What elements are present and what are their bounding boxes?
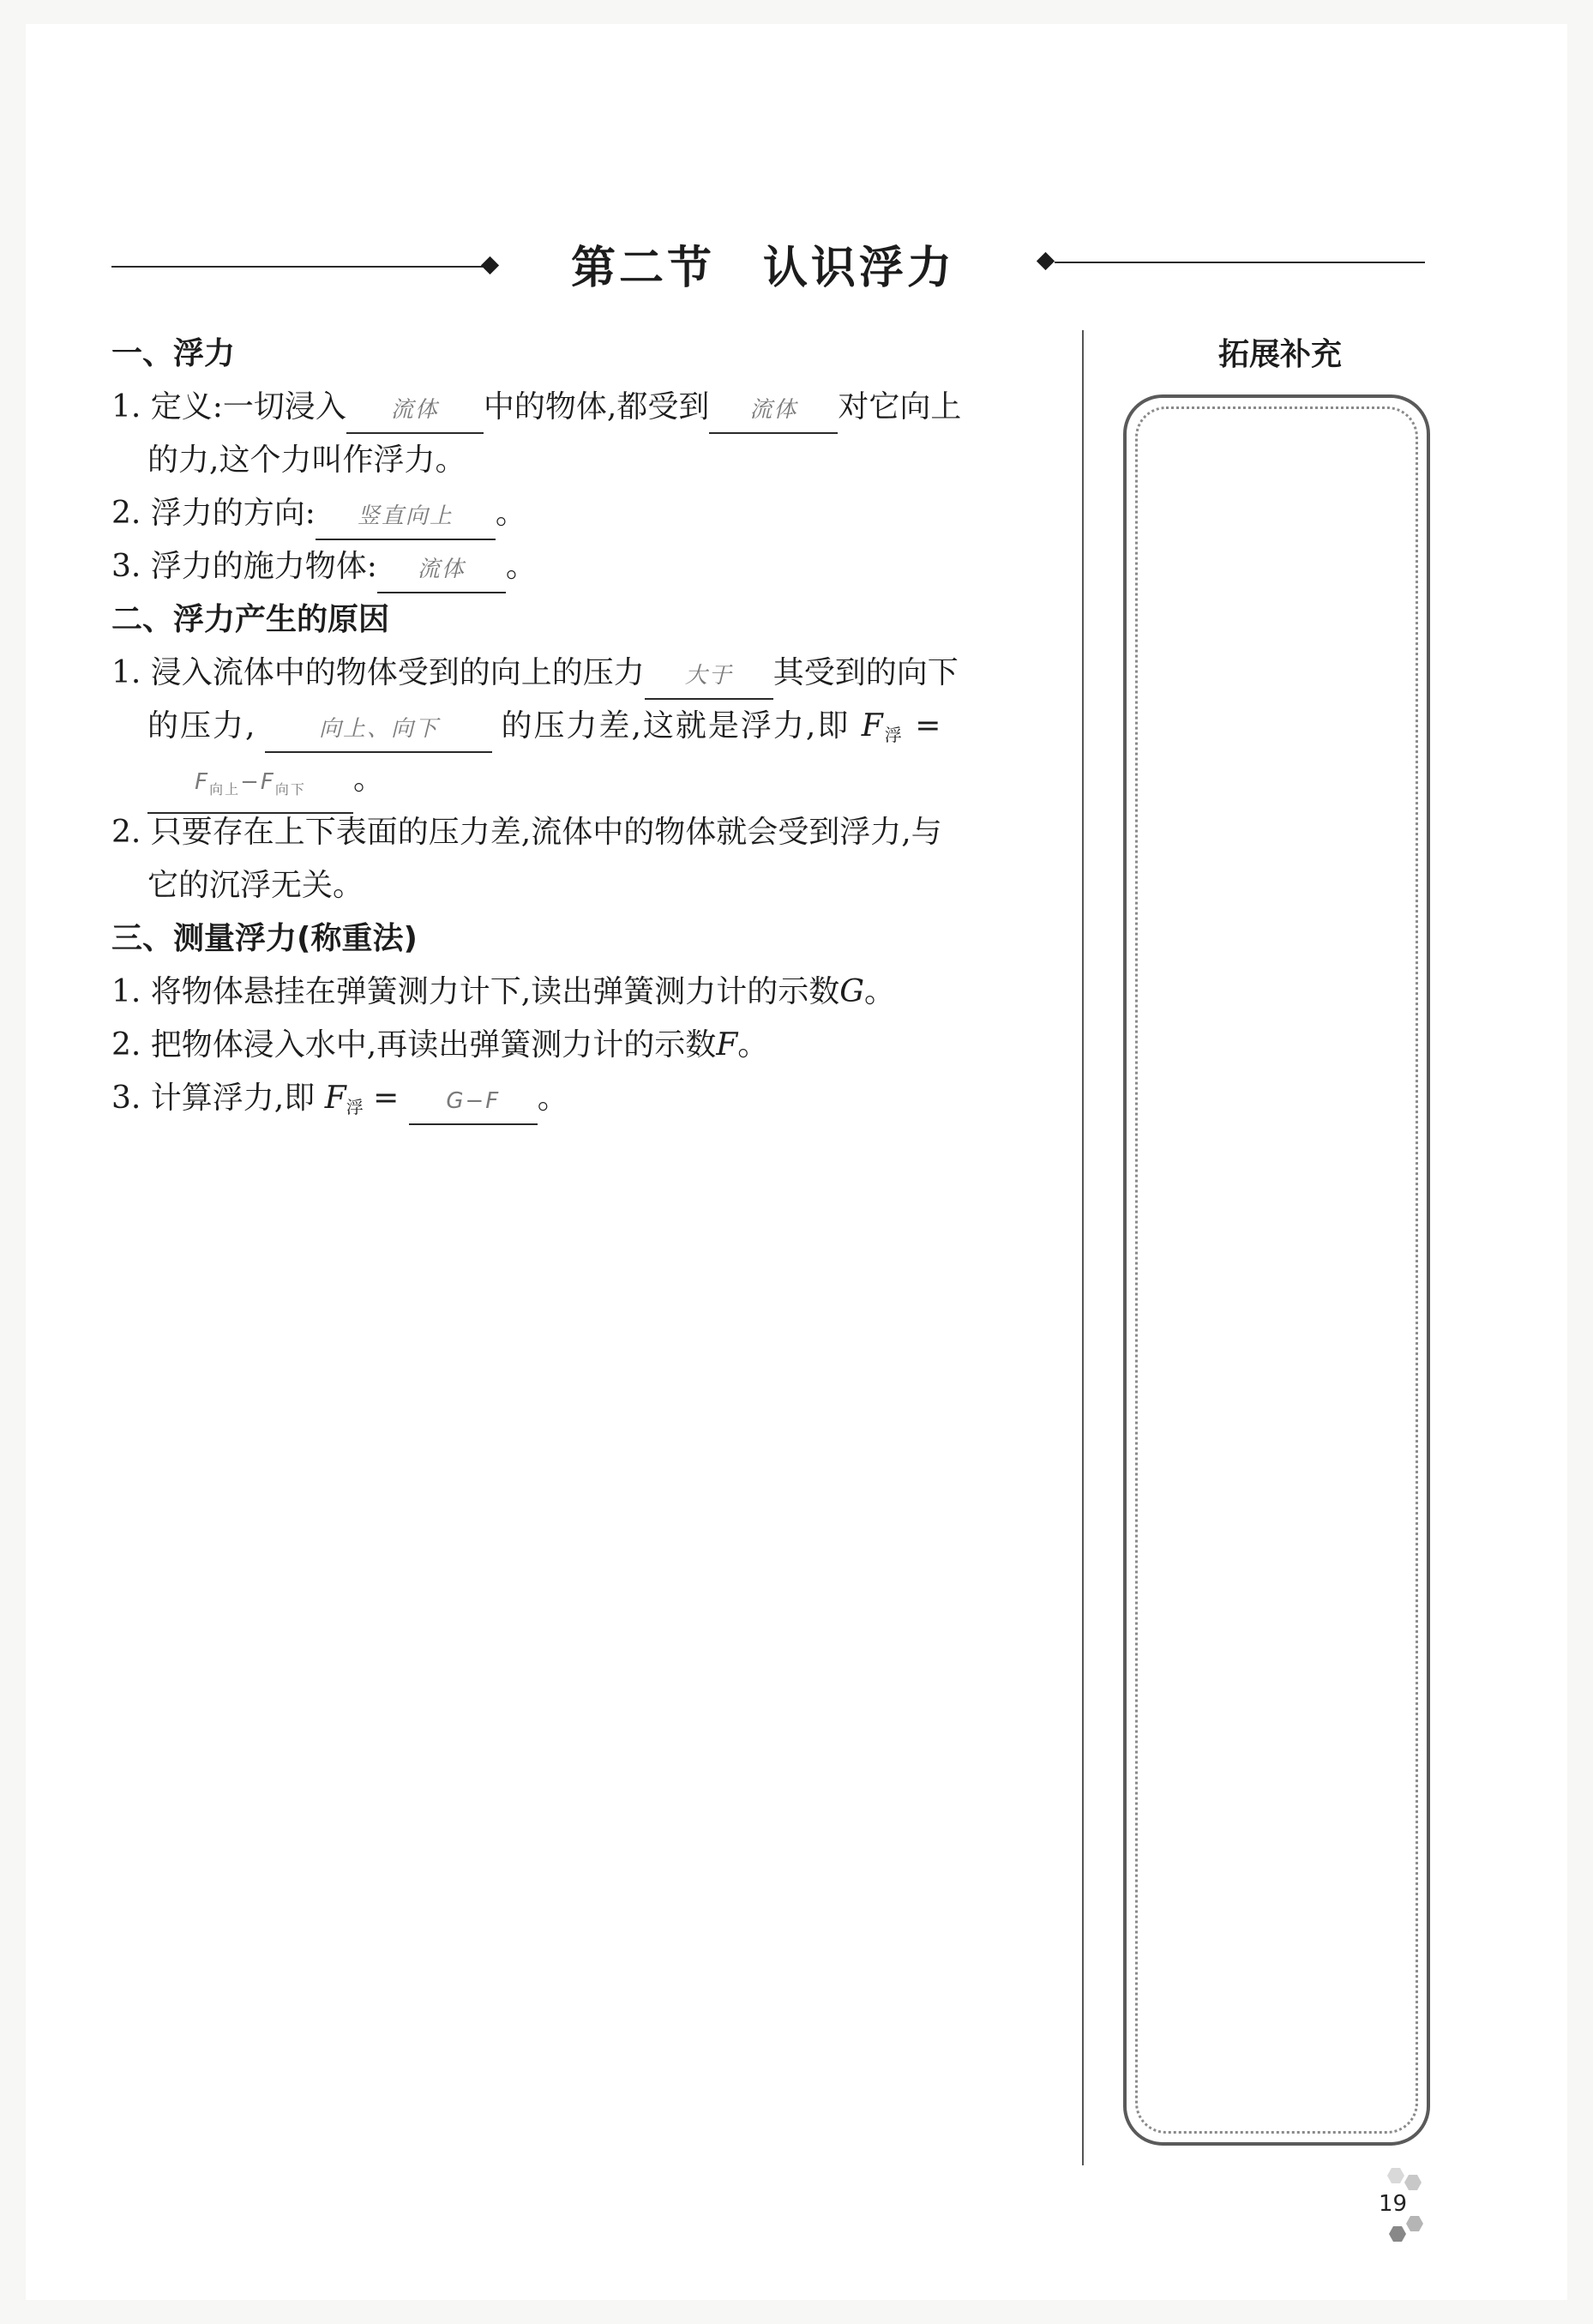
step-text: 1. 将物体悬挂在弹簧测力计下,读出弹簧测力计的示数	[111, 974, 840, 1009]
definition-line	[111, 381, 1046, 434]
handwritten-answer: 流体	[417, 557, 466, 582]
answer-blank[interactable]	[265, 704, 492, 753]
source-text: 3. 浮力的施力物体:	[111, 549, 377, 584]
page-title: 第二节 认识浮力	[570, 242, 955, 294]
handwritten-formula: $F_{向上}-F_{向下}$	[195, 769, 306, 798]
definition-continuation: 的力,这个力叫作浮力。	[147, 443, 466, 478]
equals-sign: =	[373, 1081, 400, 1116]
weight-symbol: G	[839, 974, 865, 1009]
answer-blank[interactable]	[316, 491, 496, 540]
cause-line-2	[111, 700, 1046, 753]
step-text: 3. 计算浮力,即	[111, 1081, 316, 1116]
cause-text-start: 1. 浸入流体中的物体受到的向上的压力	[111, 655, 645, 690]
measure-step-1	[111, 966, 1046, 1019]
buoyancy-subscript: 浮	[884, 725, 904, 745]
definition-text-start: 1. 定义:一切浸入	[111, 389, 346, 424]
column-divider	[1082, 330, 1084, 2165]
step-text: 2. 把物体浸入水中,再读出弹簧测力计的示数	[111, 1027, 717, 1063]
answer-blank[interactable]	[377, 545, 506, 593]
pressure-difference-line-1: 2. 只要存在上下表面的压力差,流体中的物体就会受到浮力,与	[111, 815, 942, 850]
section-heading-buoyancy: 一、浮力	[111, 336, 236, 371]
definition-text-middle: 中的物体,都受到	[483, 389, 710, 424]
title-rule-left	[111, 266, 489, 268]
section-heading-measure: 三、测量浮力(称重法)	[111, 921, 418, 956]
buoyancy-symbol: F	[861, 708, 885, 744]
measure-step-2	[111, 1019, 1046, 1072]
definition-text-end: 对它向上	[838, 389, 962, 424]
answer-blank[interactable]	[409, 1076, 538, 1125]
handwritten-answer: 流体	[390, 397, 439, 423]
page-number: 19	[1379, 2191, 1408, 2217]
section-heading-cause: 二、浮力产生的原因	[111, 602, 390, 637]
direction-text: 2. 浮力的方向:	[111, 496, 316, 531]
source-line	[111, 540, 1046, 593]
period: 。	[495, 496, 526, 531]
measure-step-3	[111, 1072, 1046, 1125]
answer-blank[interactable]	[346, 385, 484, 434]
cause-text-end: 其受到的向下	[772, 655, 959, 690]
notes-frame[interactable]	[1123, 394, 1430, 2146]
handwritten-answer: 大于	[684, 663, 733, 689]
period: 。	[353, 762, 385, 797]
handwritten-answer: 向上、向下	[318, 716, 439, 742]
buoyancy-subscript: 浮	[346, 1097, 364, 1117]
answer-blank[interactable]	[709, 385, 838, 434]
reading-symbol: F	[716, 1027, 738, 1063]
handwritten-answer: G−F	[446, 1088, 501, 1114]
cause-line-3	[111, 753, 1046, 806]
period: 。	[864, 974, 896, 1009]
cause-line-1	[111, 647, 1046, 700]
period: 。	[737, 1027, 769, 1063]
title-rule-right	[1055, 262, 1425, 263]
hexagon-decoration-icon	[1376, 2161, 1445, 2255]
handwritten-answer: 竖直向上	[357, 503, 454, 529]
direction-line	[111, 487, 1046, 540]
side-panel-title: 拓展补充	[1217, 337, 1342, 372]
answer-blank[interactable]	[645, 651, 773, 700]
handwritten-answer: 流体	[749, 397, 798, 423]
period: 。	[537, 1081, 568, 1116]
equals-sign: =	[915, 708, 943, 744]
cause-text: 的压力差,这就是浮力,即	[501, 708, 851, 744]
period: 。	[505, 549, 537, 584]
buoyancy-symbol: F	[324, 1081, 346, 1116]
cause-text: 的压力,	[147, 708, 257, 744]
main-content	[111, 328, 1046, 1125]
pressure-difference-line-2: 它的沉浮无关。	[147, 868, 364, 903]
